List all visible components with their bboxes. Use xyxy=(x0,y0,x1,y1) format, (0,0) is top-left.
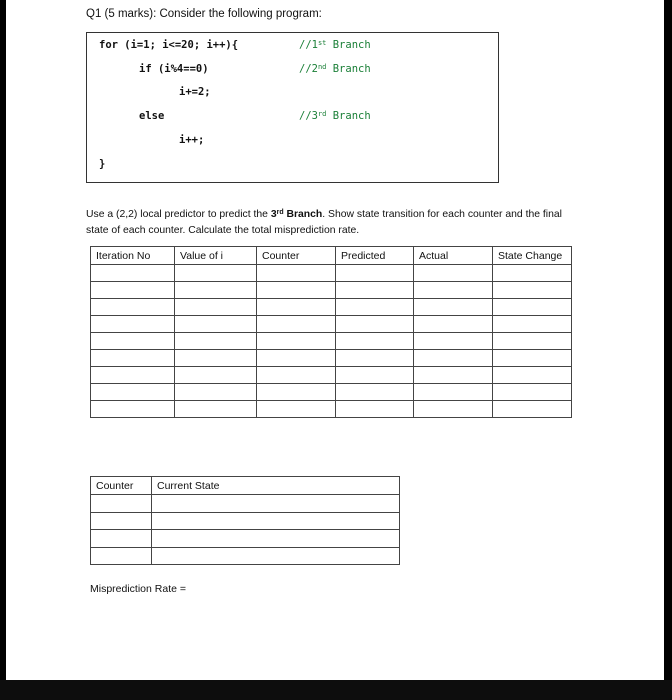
table-cell[interactable] xyxy=(257,265,336,282)
table-cell[interactable] xyxy=(91,316,175,333)
instructions: Use a (2,2) local predictor to predict the 3rd Branch. Show state transition for each counter and the final state of each counter. Calculate the total misprediction rate. xyxy=(86,209,562,236)
table-cell[interactable] xyxy=(336,265,414,282)
table-cell[interactable] xyxy=(257,384,336,401)
table-cell[interactable] xyxy=(414,265,493,282)
table-header-row xyxy=(91,247,572,265)
table-cell[interactable] xyxy=(91,333,175,350)
table-cell[interactable] xyxy=(493,350,572,367)
comment-second-branch: //2nd Branch xyxy=(299,63,371,75)
table-cell[interactable] xyxy=(414,282,493,299)
table-cell[interactable] xyxy=(414,316,493,333)
table-cell[interactable] xyxy=(414,299,493,316)
table-row xyxy=(91,547,400,565)
table-row xyxy=(91,265,572,282)
table-cell[interactable] xyxy=(257,299,336,316)
table-cell[interactable] xyxy=(336,299,414,316)
table-cell[interactable] xyxy=(175,367,257,384)
table-row xyxy=(91,350,572,367)
header-state-change: State Change xyxy=(493,247,572,265)
code-line-increment-2: i+=2; xyxy=(179,86,211,98)
table-cell[interactable] xyxy=(91,350,175,367)
counter-state-table xyxy=(90,476,400,565)
table-cell[interactable] xyxy=(91,401,175,418)
table-cell[interactable] xyxy=(91,367,175,384)
table-row xyxy=(91,401,572,418)
table-cell[interactable] xyxy=(493,333,572,350)
table-cell[interactable] xyxy=(152,547,400,565)
header-iteration-no: Iteration No xyxy=(91,247,175,265)
table-row xyxy=(91,495,400,513)
table-cell[interactable] xyxy=(414,401,493,418)
table-cell[interactable] xyxy=(175,333,257,350)
table-cell[interactable] xyxy=(175,401,257,418)
table-row xyxy=(91,530,400,548)
table-cell[interactable] xyxy=(336,367,414,384)
table-row xyxy=(91,333,572,350)
table-cell[interactable] xyxy=(414,384,493,401)
table-cell[interactable] xyxy=(414,350,493,367)
table-cell[interactable] xyxy=(336,333,414,350)
table-cell[interactable] xyxy=(175,265,257,282)
table-cell[interactable] xyxy=(493,401,572,418)
table-cell[interactable] xyxy=(336,282,414,299)
table-cell[interactable] xyxy=(493,282,572,299)
table-row xyxy=(91,299,572,316)
table-cell[interactable] xyxy=(175,316,257,333)
table-cell[interactable] xyxy=(493,367,572,384)
table-cell[interactable] xyxy=(175,299,257,316)
table-cell[interactable] xyxy=(493,265,572,282)
table-row xyxy=(91,512,400,530)
code-line-increment-1: i++; xyxy=(179,134,205,146)
table-cell[interactable] xyxy=(257,282,336,299)
table-cell[interactable] xyxy=(91,265,175,282)
table-row xyxy=(91,367,572,384)
table-cell[interactable] xyxy=(175,282,257,299)
table-cell[interactable] xyxy=(257,350,336,367)
table-cell[interactable] xyxy=(336,350,414,367)
table-cell[interactable] xyxy=(336,316,414,333)
table-cell[interactable] xyxy=(152,530,400,548)
table-cell[interactable] xyxy=(336,401,414,418)
code-line-for: for (i=1; i<=20; i++){ xyxy=(99,39,239,51)
table-row xyxy=(91,316,572,333)
bottom-border xyxy=(0,680,672,700)
table-header-row xyxy=(91,477,400,495)
table-cell[interactable] xyxy=(91,299,175,316)
question-title: Q1 (5 marks): Consider the following program: xyxy=(86,8,322,20)
code-box xyxy=(86,32,499,183)
header-predicted: Predicted xyxy=(336,247,414,265)
code-line-close-brace: } xyxy=(99,158,106,170)
table-cell[interactable] xyxy=(91,384,175,401)
state-transition-table xyxy=(90,246,572,418)
misprediction-rate-label: Misprediction Rate = xyxy=(90,583,187,595)
code-line-if: if (i%4==0) xyxy=(139,63,209,75)
table-row xyxy=(91,384,572,401)
table-cell[interactable] xyxy=(414,367,493,384)
table-cell[interactable] xyxy=(257,333,336,350)
table-row xyxy=(91,282,572,299)
comment-first-branch: //1st Branch xyxy=(299,39,371,51)
table-cell[interactable] xyxy=(91,282,175,299)
header-value-of-i: Value of i xyxy=(175,247,257,265)
table-cell[interactable] xyxy=(257,316,336,333)
table-cell[interactable] xyxy=(91,547,152,565)
table-cell[interactable] xyxy=(257,401,336,418)
table-cell[interactable] xyxy=(493,316,572,333)
comment-third-branch: //3rd Branch xyxy=(299,110,371,122)
table-cell[interactable] xyxy=(175,350,257,367)
table-cell[interactable] xyxy=(152,512,400,530)
header-counter: Counter xyxy=(91,477,152,495)
header-actual: Actual xyxy=(414,247,493,265)
table-cell[interactable] xyxy=(91,512,152,530)
table-cell[interactable] xyxy=(336,384,414,401)
table-cell[interactable] xyxy=(414,333,493,350)
header-counter: Counter xyxy=(257,247,336,265)
table-cell[interactable] xyxy=(493,299,572,316)
header-current-state: Current State xyxy=(152,477,400,495)
code-line-else: else xyxy=(139,110,165,122)
table-cell[interactable] xyxy=(175,384,257,401)
table-cell[interactable] xyxy=(493,384,572,401)
document-page xyxy=(6,0,664,680)
table-cell[interactable] xyxy=(91,530,152,548)
table-cell[interactable] xyxy=(152,495,400,513)
table-cell[interactable] xyxy=(91,495,152,513)
table-cell[interactable] xyxy=(257,367,336,384)
